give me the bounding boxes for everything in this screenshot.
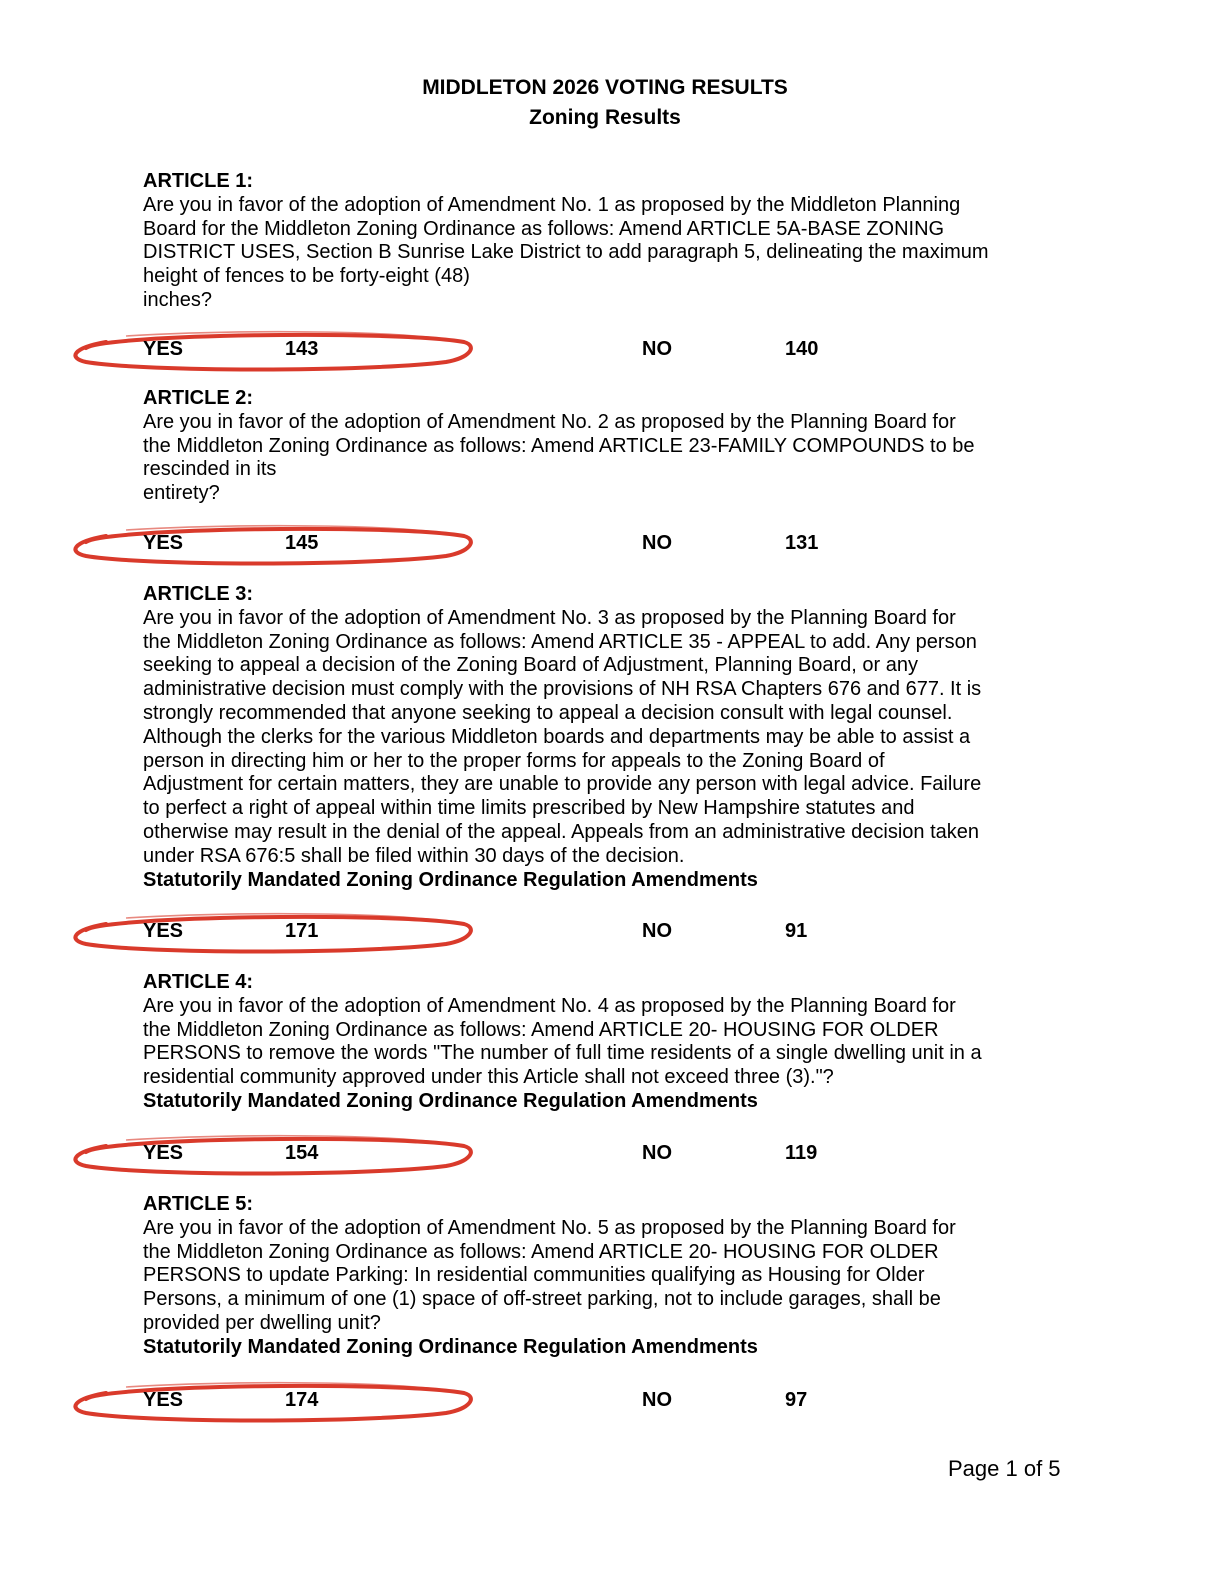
- vote-row: [0, 328, 1224, 372]
- yes-label: YES: [143, 920, 184, 942]
- yes-label: YES: [143, 1389, 184, 1411]
- no-label: NO: [642, 1389, 672, 1411]
- article-note: Statutorily Mandated Zoning Ordinance Regulation Amendments: [143, 1335, 758, 1358]
- yes-count: 171: [285, 920, 319, 942]
- article-block: [143, 170, 1078, 313]
- no-count: 91: [785, 920, 808, 942]
- no-label: NO: [642, 1142, 672, 1164]
- article-text: Are you in favor of the adoption of Amendment No. 2 as proposed by the Planning Board for the Middleton Zoning Ordinance as follows: Amend ARTICLE 23-FAMILY COMPOUNDS to be rescinded in its entirety?: [143, 410, 975, 505]
- no-count: 97: [785, 1389, 808, 1411]
- yes-count: 145: [285, 532, 319, 554]
- vote-row: [0, 910, 1224, 954]
- page-title: MIDDLETON 2026 VOTING RESULTS: [422, 76, 788, 99]
- article-heading: ARTICLE 1:: [143, 170, 253, 192]
- article-note: Statutorily Mandated Zoning Ordinance Regulation Amendments: [143, 1089, 758, 1112]
- article-heading: ARTICLE 2:: [143, 387, 253, 409]
- no-label: NO: [642, 920, 672, 942]
- article-heading: ARTICLE 4:: [143, 971, 253, 993]
- article-note: Statutorily Mandated Zoning Ordinance Regulation Amendments: [143, 868, 758, 891]
- red-circle-marker-icon: [66, 910, 476, 954]
- no-count: 140: [785, 338, 819, 360]
- page-number: Page 1 of 5: [948, 1456, 1061, 1481]
- article-heading: ARTICLE 3:: [143, 583, 253, 605]
- vote-row: [0, 1132, 1224, 1176]
- article-text: Are you in favor of the adoption of Amendment No. 1 as proposed by the Middleton Planning Board for the Middleton Zoning Ordinance as follows: Amend ARTICLE 5A-BASE ZONING DISTRICT USES, Section B Sunrise Lake District to add paragraph 5, delineating the maximum height of fences to be forty-eight (48) inches?: [143, 193, 989, 311]
- article-text: Are you in favor of the adoption of Amendment No. 4 as proposed by the Planning Board for the Middleton Zoning Ordinance as follows: Amend ARTICLE 20- HOUSING FOR OLDER PERSONS to remove the words "The number of full time residents of a single dwelling unit in a residential community approved under this Article shall not exceed three (3)."?: [143, 994, 982, 1089]
- vote-row: [0, 1379, 1224, 1423]
- article-block: [143, 971, 1078, 1114]
- red-circle-marker-icon: [66, 328, 476, 372]
- yes-count: 143: [285, 338, 319, 360]
- red-circle-marker-icon: [66, 1379, 476, 1423]
- yes-label: YES: [143, 532, 184, 554]
- article-block: [143, 387, 1078, 506]
- article-block: [143, 1193, 1078, 1360]
- yes-count: 154: [285, 1142, 319, 1164]
- no-count: 119: [785, 1142, 818, 1164]
- page-subtitle: Zoning Results: [529, 106, 681, 129]
- yes-label: YES: [143, 1142, 184, 1164]
- red-circle-marker-icon: [66, 522, 476, 566]
- no-label: NO: [642, 338, 672, 360]
- article-heading: ARTICLE 5:: [143, 1193, 253, 1215]
- red-circle-marker-icon: [66, 1132, 476, 1176]
- yes-count: 174: [285, 1389, 319, 1411]
- article-text: Are you in favor of the adoption of Amendment No. 3 as proposed by the Planning Board for the Middleton Zoning Ordinance as follows: Amend ARTICLE 35 - APPEAL to add. Any person seeking to appeal a decision of the Zoning Board of Adjustment, Planning Board, or any administrative decision must comply with the provisions of NH RSA Chapters 676 and 677. It is strongly recommended that anyone seeking to appeal a decision consult with legal counsel. Although the clerks for the various Middleton boards and departments may be able to assist a person in directing him or her to the proper forms for appeals to the Zoning Board of Adjustment for certain matters, they are unable to provide any person with legal advice. Failure to perfect a right of appeal within time limits prescribed by New Hampshire statutes and otherwise may result in the denial of the appeal. Appeals from an administrative decision taken under RSA 676:5 shall be filed within 30 days of the decision.: [143, 606, 982, 867]
- no-label: NO: [642, 532, 672, 554]
- vote-row: [0, 522, 1224, 566]
- yes-label: YES: [143, 338, 184, 360]
- no-count: 131: [785, 532, 819, 554]
- article-block: [143, 583, 1078, 892]
- article-text: Are you in favor of the adoption of Amendment No. 5 as proposed by the Planning Board for the Middleton Zoning Ordinance as follows: Amend ARTICLE 20- HOUSING FOR OLDER PERSONS to update Parking: In residential communities qualifying as Housing for Older Persons, a minimum of one (1) space of off-street parking, not to include garages, shall be provided per dwelling unit?: [143, 1216, 956, 1334]
